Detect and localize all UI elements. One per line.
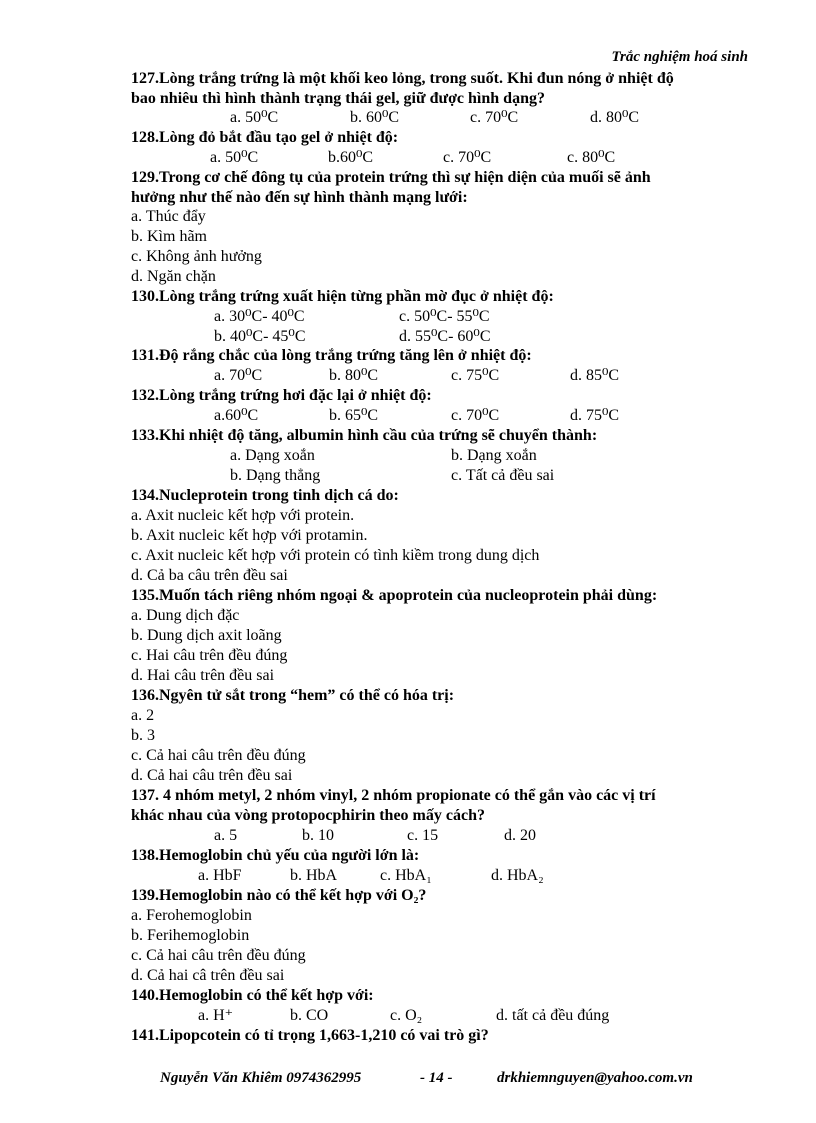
- q140-option-b: b. CO: [290, 1007, 329, 1024]
- q131-option-c: c. 75⁰C: [451, 367, 500, 384]
- q131-option-d: d. 85⁰C: [570, 367, 620, 384]
- q138-option-c: c. HbA₁: [380, 867, 432, 884]
- question-139-line1: 139.Hemoglobin nào có thể kết hợp với O₂?: [131, 887, 427, 904]
- q132-option-a: a.60⁰C: [214, 407, 259, 424]
- q131-option-b: b. 80⁰C: [329, 367, 379, 384]
- q130-option-d: d. 55⁰C- 60⁰C: [399, 328, 491, 345]
- question-129-line2: hưởng như thế nào đến sự hình thành mạng lưới:: [131, 189, 468, 206]
- question-138-line1: 138.Hemoglobin chủ yếu của người lớn là:: [131, 847, 420, 864]
- q139-option-d: d. Cả hai câ trên đều sai: [131, 967, 285, 984]
- q131-option-a: a. 70⁰C: [214, 367, 263, 384]
- question-133-line1: 133.Khi nhiệt độ tăng, albumin hình cầu của trứng sẽ chuyển thành:: [131, 427, 598, 444]
- q134-option-b: b. Axit nucleic kết hợp với protamin.: [131, 527, 368, 544]
- footer-author: Nguyễn Văn Khiêm 0974362995: [160, 1070, 362, 1086]
- q136-option-b: b. 3: [131, 727, 155, 744]
- question-127-line1: 127.Lòng trắng trứng là một khối keo lỏng, trong suốt. Khi đun nóng ở nhiệt độ: [131, 70, 674, 87]
- question-135-line1: 135.Muốn tách riêng nhóm ngoại & apoprotein của nucleoprotein phải dùng:: [131, 587, 658, 604]
- q130-option-c: c. 50⁰C- 55⁰C: [399, 308, 490, 325]
- q134-option-a: a. Axit nucleic kết hợp với protein.: [131, 507, 355, 524]
- q140-option-a: a. H⁺: [198, 1007, 234, 1024]
- q136-option-a: a. 2: [131, 707, 155, 724]
- question-140-line1: 140.Hemoglobin có thể kết hợp với:: [131, 987, 374, 1004]
- q134-option-d: d. Cả ba câu trên đều sai: [131, 567, 288, 584]
- q128-option-b: b.60⁰C: [328, 149, 374, 166]
- q130-option-b: b. 40⁰C- 45⁰C: [214, 328, 306, 345]
- q129-option-c: c. Không ảnh hưởng: [131, 248, 262, 265]
- q135-option-d: d. Hai câu trên đều sai: [131, 667, 275, 684]
- q139-option-b: b. Ferihemoglobin: [131, 927, 250, 944]
- q129-option-a: a. Thúc đẩy: [131, 208, 206, 225]
- q140-option-d: d. tất cả đều đúng: [496, 1007, 610, 1024]
- header-title: Trắc nghiệm hoá sinh: [611, 49, 748, 65]
- q129-option-d: d. Ngăn chặn: [131, 268, 216, 285]
- q138-option-b: b. HbA: [290, 867, 338, 884]
- question-136-line1: 136.Ngyên tử sắt trong “hem” có thể có hóa trị:: [131, 687, 455, 704]
- question-128-line1: 128.Lòng đỏ bắt đầu tạo gel ở nhiệt độ:: [131, 129, 399, 146]
- q135-option-a: a. Dung dịch đặc: [131, 607, 240, 624]
- q132-option-b: b. 65⁰C: [329, 407, 379, 424]
- q135-option-c: c. Hai câu trên đều đúng: [131, 647, 288, 664]
- question-132-line1: 132.Lòng trắng trứng hơi đặc lại ở nhiệt độ:: [131, 387, 432, 404]
- q135-option-b: b. Dung dịch axit loãng: [131, 627, 282, 644]
- q138-option-a: a. HbF: [198, 867, 242, 884]
- q133-option-b2: b. Dạng thẳng: [230, 467, 321, 484]
- question-137-line1: 137. 4 nhóm metyl, 2 nhóm vinyl, 2 nhóm propionate có thể gắn vào các vị trí: [131, 787, 656, 804]
- q137-option-b: b. 10: [302, 827, 334, 844]
- q127-option-d: d. 80⁰C: [590, 109, 640, 126]
- q133-option-c: c. Tất cả đều sai: [451, 467, 555, 484]
- q136-option-c: c. Cả hai câu trên đều đúng: [131, 747, 306, 764]
- q132-option-d: d. 75⁰C: [570, 407, 620, 424]
- q137-option-a: a. 5: [214, 827, 238, 844]
- question-137-line2: khác nhau của vòng protopocphirin theo mấy cách?: [131, 807, 485, 824]
- q139-option-c: c. Cả hai câu trên đều đúng: [131, 947, 306, 964]
- question-127-line2: bao nhiêu thì hình thành trạng thái gel, giữ được hình dạng?: [131, 90, 545, 107]
- question-130-line1: 130.Lòng trắng trứng xuất hiện từng phần mờ đục ở nhiệt độ:: [131, 288, 554, 305]
- footer-page-number: - 14 -: [420, 1070, 453, 1086]
- q127-option-a: a. 50⁰C: [230, 109, 279, 126]
- q140-option-c: c. O₂: [390, 1007, 423, 1024]
- question-134-line1: 134.Nucleprotein trong tinh dịch cá do:: [131, 487, 399, 504]
- q134-option-c: c. Axit nucleic kết hợp với protein có tình kiềm trong dung dịch: [131, 547, 540, 564]
- q129-option-b: b. Kìm hãm: [131, 228, 207, 245]
- q139-option-a: a. Ferohemoglobin: [131, 907, 252, 924]
- q137-option-c: c. 15: [407, 827, 439, 844]
- question-129-line1: 129.Trong cơ chế đông tụ của protein trứng thì sự hiện diện của muối sẽ ảnh: [131, 169, 651, 186]
- q138-option-d: d. HbA₂: [491, 867, 544, 884]
- q136-option-d: d. Cả hai câu trên đều sai: [131, 767, 293, 784]
- q137-option-d: d. 20: [504, 827, 536, 844]
- question-141-line1: 141.Lipopcotein có tỉ trọng 1,663-1,210 có vai trò gì?: [131, 1027, 489, 1044]
- q132-option-c: c. 70⁰C: [451, 407, 500, 424]
- footer-email: drkhiemnguyen@yahoo.com.vn: [497, 1070, 693, 1086]
- q128-option-d: c. 80⁰C: [567, 149, 616, 166]
- q127-option-b: b. 60⁰C: [350, 109, 400, 126]
- q133-option-b: b. Dạng xoắn: [451, 447, 537, 464]
- q128-option-a: a. 50⁰C: [210, 149, 259, 166]
- q127-option-c: c. 70⁰C: [470, 109, 519, 126]
- q128-option-c: c. 70⁰C: [443, 149, 492, 166]
- q133-option-a: a. Dạng xoắn: [230, 447, 315, 464]
- q130-option-a: a. 30⁰C- 40⁰C: [214, 308, 305, 325]
- question-131-line1: 131.Độ rắng chắc của lòng trắng trứng tăng lên ở nhiệt độ:: [131, 347, 532, 364]
